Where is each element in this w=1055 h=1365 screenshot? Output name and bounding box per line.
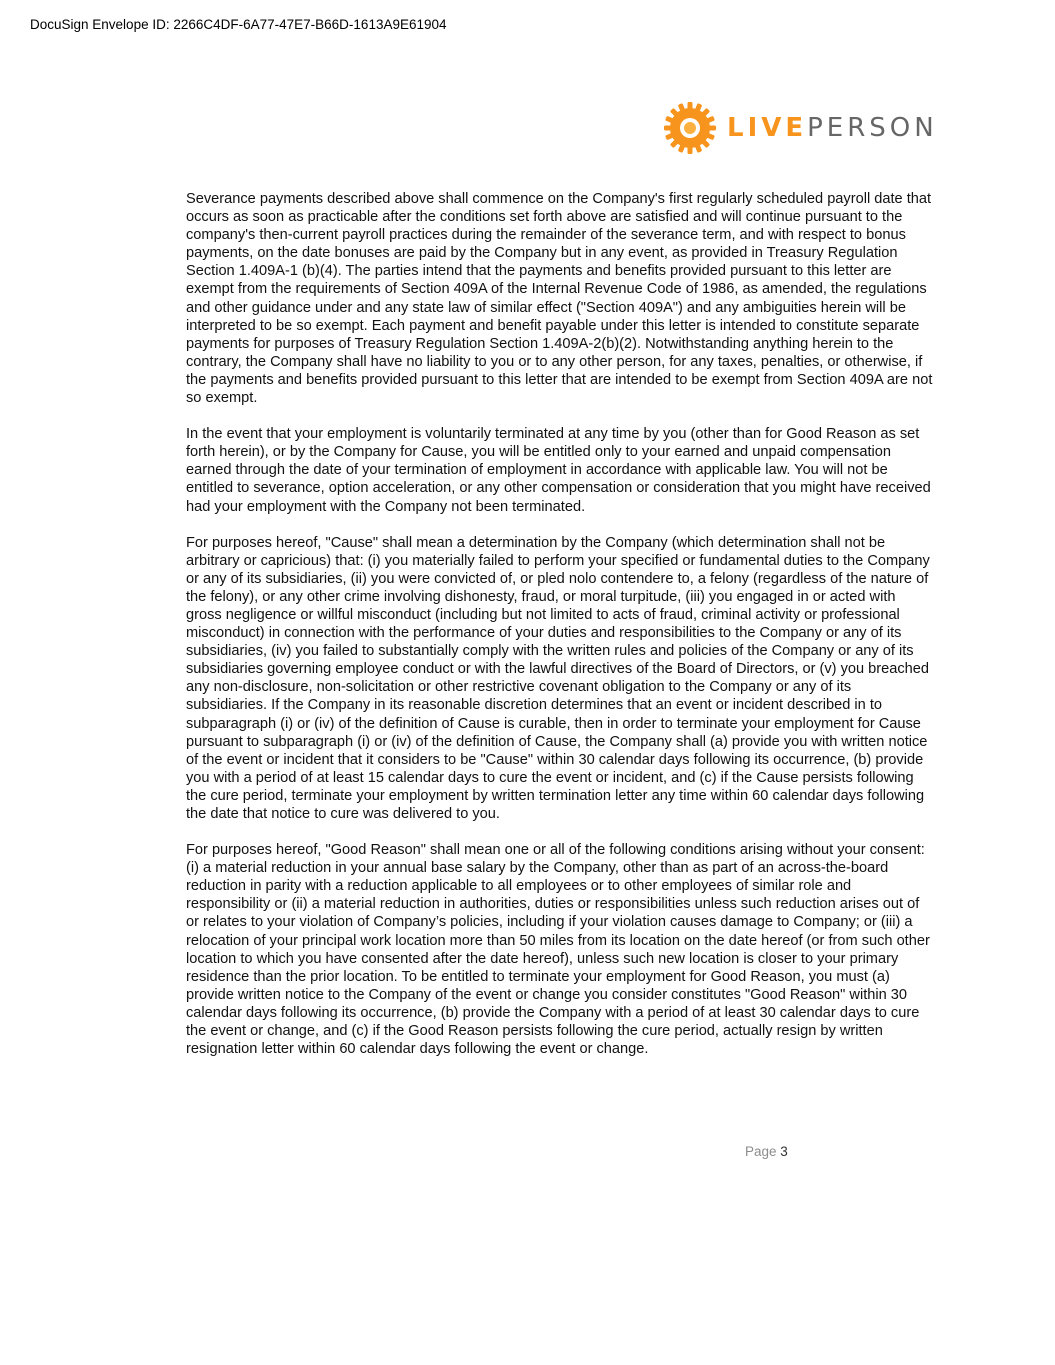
- page-number-value: 3: [780, 1144, 788, 1159]
- paragraph-good-reason-definition: For purposes hereof, "Good Reason" shall mean one or all of the following conditions arising without your consent: (i) a material reduction in your annual base salary by the Company, other than as part of an across-the-board reduction in parity with a reduction applicable to all employees or to other employees of similar role and responsibility or (ii) a material reduction in authorities, duties or responsibilities unless such reduction arises out of or relates to your violation of Company’s policies, including if your violation causes damage to Company; or (iii) a relocation of your principal work location more than 50 miles from its location on the date hereof (or from such other location to which you have consented after the date hereof), unless such new location is closer to your primary residence than the prior location. To be entitled to terminate your employment for Good Reason, you must (a) provide written notice to the Company of the event or change you consider constitutes "Good Reason" within 30 calendar days following its occurrence, (b) provide the Company with a period of at least 30 calendar days to cure the event or change, and (c) if the Good Reason persists following the cure period, actually resign by written resignation letter within 60 calendar days following the event or change.: [186, 842, 930, 1058]
- paragraph-cause-definition: For purposes hereof, "Cause" shall mean a determination by the Company (which determination shall not be arbitrary or capricious) that: (i) you materially failed to perform your specified or fundamental duties to the Company or any of its subsidiaries, (ii) you were convicted of, or pled nolo contendere to, a felony (regardless of the nature of the felony), or any other crime involving dishonesty, fraud, or moral turpitude, (iii) you engaged in or acted with gross negligence or willful misconduct (including but not limited to acts of fraud, criminal activity or professional misconduct) in connection with the performance of your duties and responsibilities to the Company or any of its subsidiaries, (iv) you failed to substantially comply with the written rules and policies of the Company or any of its subsidiaries governing employee conduct or with the lawful directives of the Board of Directors, or (v) you breached any non-disclosure, non-solicitation or other restrictive covenant obligation to the Company or any of its subsidiaries. If the Company in its reasonable discretion determines that an event or incident described in to subparagraph (i) or (iv) of the definition of Cause is curable, then in order to terminate your employment for Cause pursuant to subparagraph (i) or (iv) of the definition of Cause, the Company shall (a) provide you with written notice of the event or incident that it considers to be "Cause" within 30 calendar days following its occurrence, (b) provide you with a period of at least 15 calendar days to cure the event or incident, and (c) if the Cause persists following the cure period, terminate your employment by written termination letter any time within 60 calendar days following the date that notice to cure was delivered to you.: [186, 534, 930, 822]
- liveperson-logo: [662, 100, 938, 156]
- docusign-envelope-id: DocuSign Envelope ID: 2266C4DF-6A77-47E7-B66D-1613A9E61904: [30, 17, 447, 32]
- paragraph-voluntary-termination: In the event that your employment is voluntarily terminated at any time by you (other than for Good Reason as set forth herein), or by the Company for Cause, you will be entitled only to your earned and unpaid compensation earned through the date of your termination of employment in accordance with applicable law. You will not be entitled to severance, option acceleration, or any other compensation or consideration that you might have received had your employment with the Company not been terminated.: [186, 426, 931, 515]
- logo-text-person: PERSON: [807, 113, 938, 143]
- logo-wordmark: [727, 115, 938, 141]
- page-number: [745, 1144, 788, 1159]
- letter-body: [186, 190, 934, 1076]
- sun-logo-icon: [662, 100, 718, 156]
- logo-text-live: LIVE: [727, 113, 808, 143]
- page-label: Page: [745, 1144, 777, 1159]
- paragraph-severance-payments: Severance payments described above shall commence on the Company's first regularly scheduled payroll date that occurs as soon as practicable after the conditions set forth above are satisfied and will continue pursuant to the company's then-current payroll practices during the remainder of the severance term, and with respect to bonus payments, on the date bonuses are paid by the Company but in any event, as provided in Treasury Regulation Section 1.409A-1 (b)(4). The parties intend that the payments and benefits provided pursuant to this letter are exempt from the requirements of Section 409A of the Internal Revenue Code of 1986, as amended, the regulations and other guidance under and any state law of similar effect ("Section 409A") and any ambiguities herein will be interpreted to be so exempt. Each payment and benefit payable under this letter is intended to constitute separate payments for purposes of Treasury Regulation Section 1.409A-2(b)(2). Notwithstanding anything herein to the contrary, the Company shall have no liability to you or to any other person, for any taxes, penalties, or otherwise, if the payments and benefits provided pursuant to this letter that are intended to be exempt from Section 409A are not so exempt.: [186, 191, 933, 407]
